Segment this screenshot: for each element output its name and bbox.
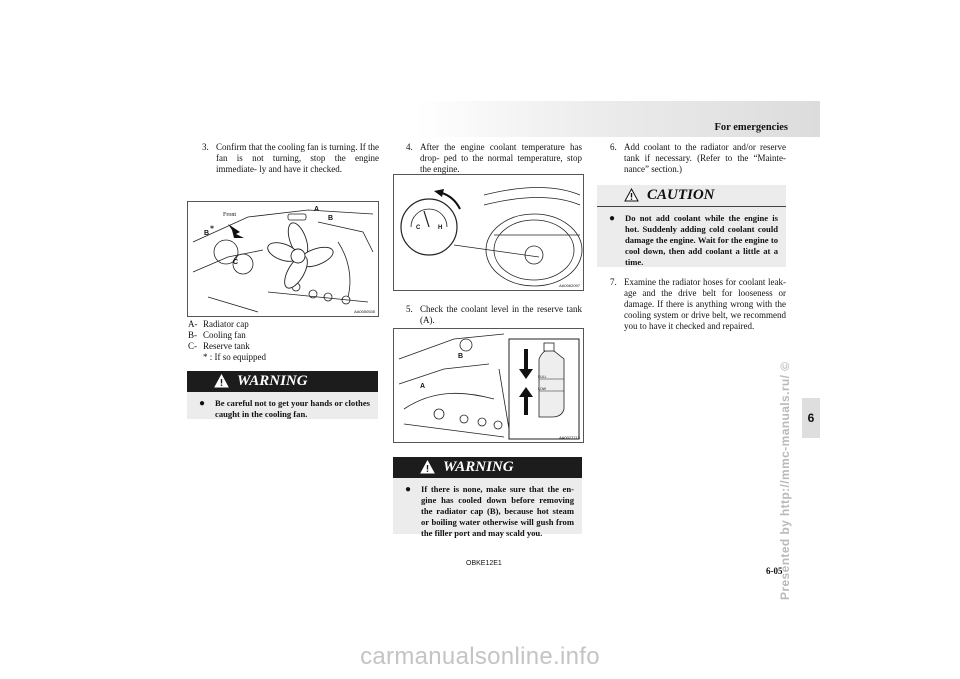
step-text: Check the coolant level in the reserve tank (A). xyxy=(420,304,582,325)
bullet-icon: ● xyxy=(405,484,412,495)
step-3 xyxy=(202,142,379,175)
step-number: 7. xyxy=(610,277,617,287)
label-b: B xyxy=(328,215,334,222)
warning-title: WARNING xyxy=(237,373,308,389)
figure-code: AA0062097 xyxy=(559,283,580,288)
step-text: After the engine coolant temperature has drop- ped to the normal temperature, stop the engine. xyxy=(420,142,582,174)
label-c: C xyxy=(233,259,239,266)
warning-box xyxy=(393,457,582,538)
warning-header xyxy=(187,371,378,392)
caution-triangle-icon xyxy=(624,188,639,202)
legend-item: C- Reserve tank xyxy=(188,341,250,351)
warning-item: ● Be careful not to get your hands or clothes caught in the cooling fan. xyxy=(199,398,370,419)
warning-title: WARNING xyxy=(443,459,514,475)
figure-code: AA0027713 xyxy=(559,435,580,440)
label-star: * xyxy=(210,224,214,233)
footer-code: OBKE12E1 xyxy=(466,560,502,567)
step-number: 3. xyxy=(202,142,209,152)
label-a: A xyxy=(420,383,426,390)
instrument-cluster-figure xyxy=(393,174,584,291)
caution-item: ● Do not add coolant while the engine is hot. Suddenly adding cold coolant could damage the engine. Wait for the engine to cool down, then add coolant a little at a time. xyxy=(609,213,778,267)
engine-bay-illustration xyxy=(188,202,378,316)
instrument-cluster-illustration xyxy=(394,175,583,290)
step-number: 5. xyxy=(406,304,413,314)
warning-triangle-icon xyxy=(420,460,435,474)
caution-header xyxy=(597,185,786,207)
figure-legend xyxy=(188,319,378,363)
label-b-star: B xyxy=(204,230,210,237)
legend-note: * : If so equipped xyxy=(203,352,266,362)
step-text: Examine the radiator hoses for coolant leak- age and the drive belt for looseness or damage. If there is anything wrong with the cooling system or drive belt, we recommend you to have it checked and repaired. xyxy=(624,277,786,331)
step-number: 6. xyxy=(610,142,617,152)
engine-bay-figure xyxy=(187,201,379,317)
warning-box xyxy=(187,371,378,419)
presented-by-text: Presented by http://mmc-manuals.ru/ © xyxy=(778,361,792,600)
chapter-number: 6 xyxy=(807,411,815,425)
step-6 xyxy=(610,142,786,175)
warning-triangle-icon xyxy=(214,374,229,388)
arrow-icon xyxy=(434,189,444,197)
legend-item: B- Cooling fan xyxy=(188,330,246,340)
label-low: LOW xyxy=(538,387,546,391)
label-b: B xyxy=(458,353,464,360)
watermark: carmanualsonline.info xyxy=(360,643,600,670)
page-number: 6-05 xyxy=(766,566,783,576)
section-title: For emergencies xyxy=(714,122,788,133)
reserve-tank-figure xyxy=(393,328,584,443)
label-full: FULL xyxy=(538,375,547,379)
step-text: Confirm that the cooling fan is turning. If the fan is not turning, stop the engine immediate- ly and have it checked. xyxy=(216,142,379,174)
label-a: A xyxy=(314,206,320,213)
step-text: Add coolant to the radiator and/or reserve tank if necessary. (Refer to the “Mainte- nance” section.) xyxy=(624,142,786,174)
chapter-tab xyxy=(802,398,820,438)
bullet-icon: ● xyxy=(609,213,616,224)
label-front: Front xyxy=(223,212,237,218)
bullet-icon: ● xyxy=(199,398,206,409)
step-number: 4. xyxy=(406,142,413,152)
warning-header xyxy=(393,457,582,478)
step-5 xyxy=(406,304,582,326)
step-4 xyxy=(406,142,582,175)
legend-item: A- Radiator cap xyxy=(188,319,249,329)
caution-box xyxy=(597,185,786,267)
figure-code: AA0050535 xyxy=(354,309,375,314)
gauge-label-h: H xyxy=(438,225,443,231)
gauge-label-c: C xyxy=(416,225,421,231)
step-7 xyxy=(610,277,786,332)
front-arrow-icon xyxy=(228,224,244,238)
caution-title: CAUTION xyxy=(647,187,715,203)
warning-item: ● If there is none, make sure that the en- gine has cooled down before removing the radiator cap (B), because hot steam or boiling water otherwise will gush from the filler port and may scald you. xyxy=(405,484,574,538)
